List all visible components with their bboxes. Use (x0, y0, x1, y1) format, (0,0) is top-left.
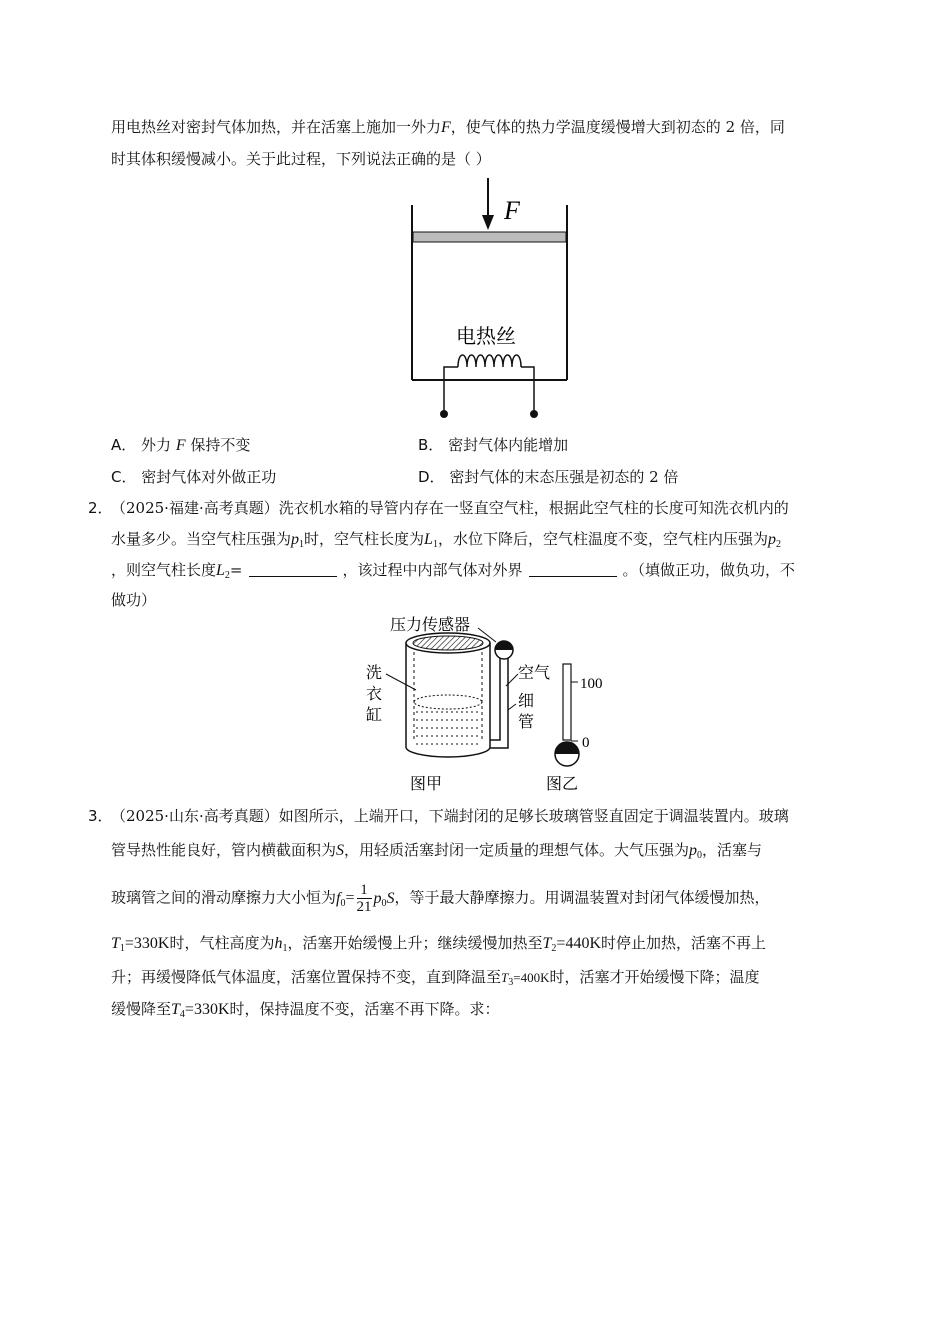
option-a-text-a: 外力 (141, 436, 172, 454)
force-arrow-head (482, 215, 494, 230)
q2-line4: 做功） (111, 591, 157, 609)
q2-line3-c: 。（填做正功，做负功，不 (622, 561, 796, 579)
T4-value: =330K (184, 1001, 230, 1018)
T1-value: =330K (124, 935, 170, 952)
q1-line1-end: ，使气体的热力学温度缓慢增大到初态的 2 倍，同 (450, 118, 785, 136)
q3-line2 (111, 840, 762, 866)
option-a-text-b: 保持不变 (190, 436, 251, 454)
q3-eq: = (345, 889, 355, 907)
air-label: 空气 (518, 663, 551, 682)
option-b-letter: B． (418, 436, 444, 454)
option-d[interactable] (418, 467, 678, 487)
var-f0: $f_0$ (336, 889, 346, 909)
option-d-text: 密封气体的末态压强是初态的 2 倍 (449, 468, 679, 486)
gauge-tube (563, 664, 571, 740)
var-L1: $L_1$ (424, 531, 438, 550)
terminal-right (530, 410, 538, 418)
heater-coil (444, 355, 534, 413)
var-p2: $p_2$ (767, 531, 781, 550)
force-label: F (504, 196, 520, 225)
q3-line1: （2025·山东·高考真题）如图所示，上端开口，下端封闭的足够长玻璃管竖直固定于调温装置内。玻璃 (111, 807, 789, 825)
T3-value: =400K (513, 970, 550, 985)
q3-line2-b: ，用轻质活塞封闭一定质量的理想气体。大气压强为 (344, 841, 690, 859)
scale-bottom: 0 (582, 735, 590, 751)
q1-figure-cylinder (400, 175, 580, 425)
option-b[interactable] (418, 435, 568, 455)
q3-line3-b: ，等于最大静摩擦力。用调温装置对封闭气体缓慢加热， (394, 888, 770, 907)
q2-line3-b: ，该过程中内部气体对外界 (342, 561, 523, 579)
q1-line1 (111, 117, 785, 138)
q3-line6-b: 时，保持温度不变，活塞不再下降。求： (229, 1000, 500, 1018)
q2-line2-a: 水量多少。当空气柱压强为 (111, 530, 292, 548)
q3-line4-c: 时停止加热，活塞不再上 (601, 934, 767, 952)
q2-line3 (111, 560, 795, 586)
q3-line4 (111, 933, 766, 959)
answer-blank-L2[interactable] (249, 562, 337, 577)
q3-line3-a: 玻璃管之间的滑动摩擦力大小恒为 (111, 888, 337, 907)
q2-figure-washer (360, 612, 620, 794)
q2-line1: （2025·福建·高考真题）洗衣机水箱的导管内存在一竖直空气柱，根据此空气柱的长度可知洗衣机内的 (111, 499, 789, 517)
sensor-label: 压力传感器 (390, 615, 471, 634)
q3-line2-a: 管导热性能良好，管内横截面积为 (111, 841, 337, 859)
q1-line2: 时其体积缓慢减小。关于此过程，下列说法正确的是（ ） (111, 150, 491, 168)
option-c-letter: C． (111, 468, 137, 486)
var-p0S: $p_0S$ (373, 889, 395, 909)
answer-blank-work[interactable] (529, 562, 617, 577)
water-surface (414, 695, 482, 709)
q3-number: 3． (88, 807, 113, 825)
var-p0: $p_0$ (689, 842, 703, 861)
tub-bottom (406, 747, 490, 757)
q3-line3 (111, 882, 770, 916)
q3-line2-c: ，活塞与 (702, 841, 763, 859)
q3-line5-a: 升；再缓慢降低气体温度，活塞位置保持不变，直到降温至 (111, 968, 502, 986)
var-T1: $T_1$ (111, 935, 125, 954)
tub-label-2: 衣 (366, 684, 383, 703)
terminal-left (440, 410, 448, 418)
q3-line6 (111, 999, 500, 1025)
option-a[interactable] (111, 435, 250, 456)
option-d-letter: D． (418, 468, 445, 486)
q3-line5 (111, 967, 760, 993)
q2-number: 2． (88, 499, 113, 517)
caption-left: 图甲 (410, 774, 443, 793)
piston (413, 232, 566, 242)
option-c[interactable] (111, 467, 276, 487)
tube (490, 656, 508, 748)
T2-value: =440K (556, 935, 601, 952)
var-T3: $T_3$ (501, 970, 514, 988)
tub-label-1: 洗 (366, 663, 383, 682)
q2-line2 (111, 529, 781, 555)
q3-line6-a: 缓慢降至 (111, 1000, 172, 1018)
var-S: S (336, 842, 345, 859)
var-h1: $h_1$ (274, 935, 288, 954)
fraction-1-21: $\frac{1}{21}$ (356, 882, 372, 915)
tube-label-1: 细 (518, 691, 535, 710)
q2-line2-b: 时，空气柱长度为 (304, 530, 425, 548)
scale-top: 100 (580, 676, 603, 692)
caption-right: 图乙 (546, 774, 579, 793)
tub-label-3: 缸 (366, 705, 383, 724)
option-a-var: F (175, 437, 186, 454)
heater-label: 电热丝 (456, 324, 516, 348)
tub-top-inner (413, 636, 483, 650)
q2-line3-a: ，则空气柱长度 (111, 561, 217, 579)
var-F: F (441, 119, 451, 136)
q3-line4-b: ，活塞开始缓慢上升；继续缓慢加热至 (287, 934, 543, 952)
q3-line4-a: 时，气柱高度为 (169, 934, 275, 952)
option-c-text: 密封气体对外做正功 (141, 468, 277, 486)
var-L2: $L_2$ (216, 562, 230, 581)
q2-line2-c: ，水位下降后，空气柱温度不变，空气柱内压强为 (437, 530, 768, 548)
tube-label-2: 管 (518, 712, 535, 731)
var-p1: $p_1$ (291, 531, 305, 550)
var-T4: $T_4$ (171, 1001, 185, 1020)
water-dots (416, 712, 480, 744)
var-T2: $T_2$ (542, 935, 557, 954)
q3-line5-b: 时，活塞才开始缓慢下降；温度 (549, 968, 760, 986)
q1-line1-text: 用电热丝对密封气体加热，并在活塞上施加一外力 (111, 118, 442, 136)
q2-eq: = (229, 561, 243, 579)
option-b-text: 密封气体内能增加 (448, 436, 569, 454)
option-a-letter: A． (111, 436, 137, 454)
